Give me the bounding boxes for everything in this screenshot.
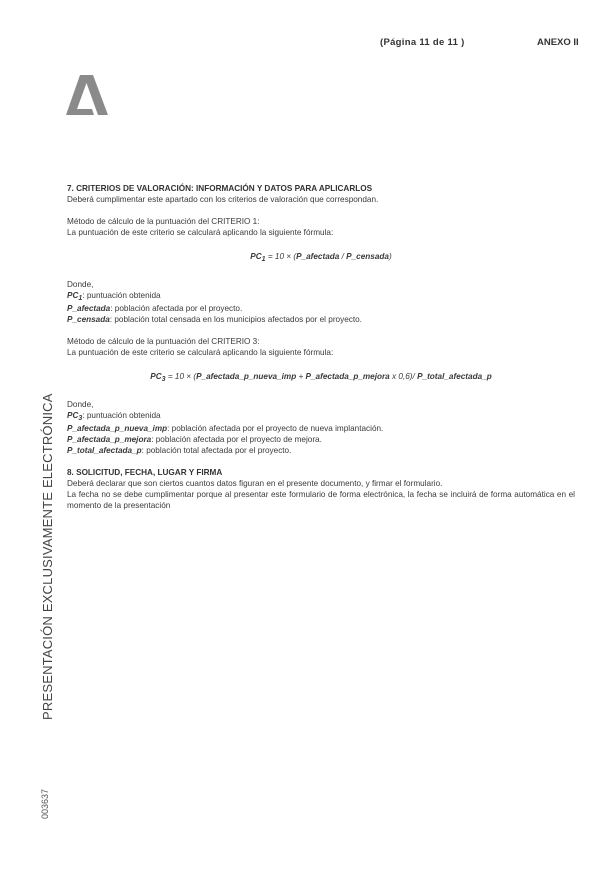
section-8-title: 8. SOLICITUD, FECHA, LUGAR Y FIRMA bbox=[67, 468, 223, 477]
annex-label: ANEXO II bbox=[537, 37, 579, 48]
vertical-notice: PRESENTACIÓN EXCLUSIVAMENTE ELECTRÓNICA bbox=[40, 393, 55, 720]
criterio-1-desc: La puntuación de este criterio se calculará aplicando la siguiente fórmula: bbox=[67, 228, 334, 237]
criterio-3-desc: La puntuación de este criterio se calculará aplicando la siguiente fórmula: bbox=[67, 348, 334, 357]
section-8-line1: Deberá declarar que son ciertos cuantos datos figuran en el presente documento, y firmar el formulario. bbox=[67, 479, 443, 488]
document-body bbox=[67, 183, 575, 511]
logo-shape bbox=[66, 75, 108, 115]
criterio-3-def-mejora: P_afectada_p_mejora: población afectada por el proyecto de mejora. bbox=[67, 435, 322, 444]
junta-andalucia-logo-icon bbox=[66, 75, 108, 115]
criterio-1-def-censada: P_censada: población total censada en los municipios afectados por el proyecto. bbox=[67, 315, 362, 324]
criterio-3-formula: $PC_3 = 10$ × (P_afectada_p_nueva_imp + P_afectada_p_mejora x 0,6)/ P_total_afectada_p bbox=[150, 372, 492, 383]
criterio-1-method: Método de cálculo de la puntuación del CRITERIO 1: bbox=[67, 217, 260, 226]
formula-pc1: PC bbox=[250, 252, 262, 261]
criterio-1-formula: $PC_1 = 10$ × (P_afectada / P_censada) bbox=[250, 252, 392, 263]
document-code: 003637 bbox=[40, 788, 50, 819]
criterio-1-donde: Donde, bbox=[67, 280, 94, 289]
section-7-title: 7. CRITERIOS DE VALORACIÓN: INFORMACIÓN Y DATOS PARA APLICARLOS bbox=[67, 184, 373, 193]
criterio-1-def-afectada: P_afectada: población afectada por el proyecto. bbox=[67, 304, 243, 313]
page-number: (Página 11 de 11 ) bbox=[380, 37, 465, 48]
formula-pc1-sub: 1 bbox=[261, 256, 266, 263]
criterio-3-donde: Donde, bbox=[67, 400, 94, 409]
criterio-3-def-nueva: P_afectada_p_nueva_imp: población afectada por el proyecto de nueva implantación. bbox=[67, 424, 384, 433]
criterio-3-def-pc3: $PC_3$: puntuación obtenida bbox=[67, 411, 161, 422]
section-7-intro: Deberá cumplimentar este apartado con los criterios de valoración que correspondan. bbox=[67, 195, 379, 204]
criterio-3-def-total: P_total_afectada_p: población total afectada por el proyecto. bbox=[67, 446, 292, 455]
section-8-line2: La fecha no se debe cumplimentar porque al presentar este formulario de forma electrónica, la fecha se incluirá de forma automática en el momento de la presentación bbox=[67, 490, 575, 510]
criterio-3-method: Método de cálculo de la puntuación del CRITERIO 3: bbox=[67, 337, 260, 346]
criterio-1-def-pc1: $PC_1$: puntuación obtenida bbox=[67, 291, 161, 302]
